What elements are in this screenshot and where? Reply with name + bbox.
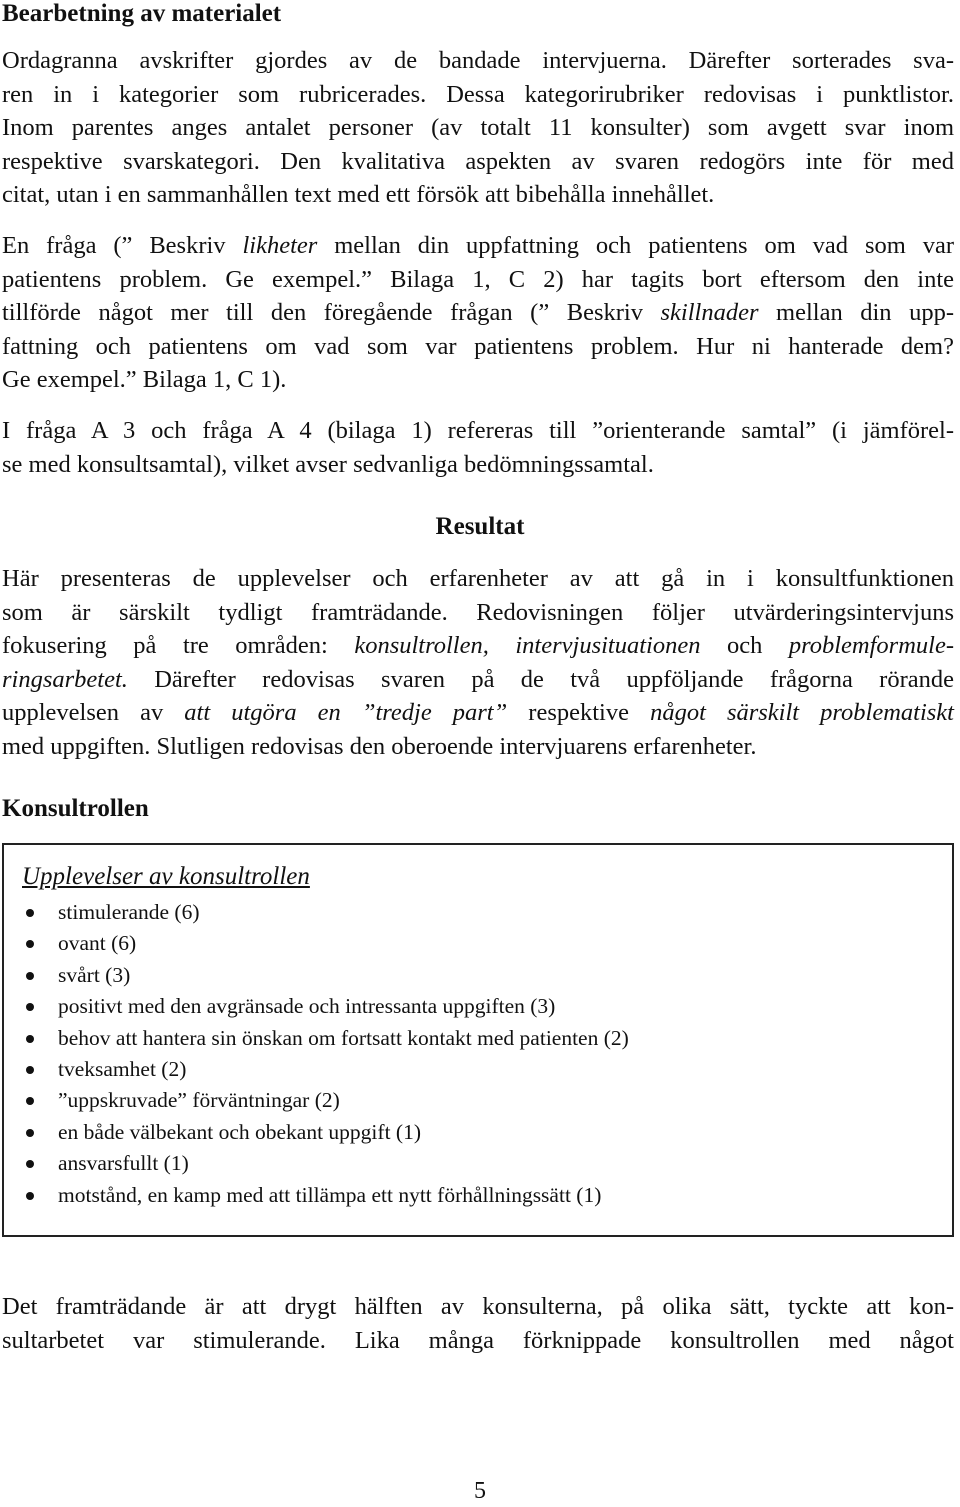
list-item-label: en både välbekant och obekant uppgift (1) bbox=[58, 1119, 421, 1144]
list-item bbox=[22, 960, 629, 991]
text-line: Här presenteras de upplevelser och erfarenheter av att gå in i konsultfunktionen bbox=[2, 565, 954, 592]
page-number: 5 bbox=[474, 1478, 486, 1504]
text-line: Ge exempel.” Bilaga 1, C 1). bbox=[2, 366, 287, 393]
bullet-icon bbox=[26, 1066, 34, 1074]
paragraph-processing bbox=[2, 44, 954, 212]
text-line: sultarbetet var stimulerande. Lika många förknippade konsultrollen med något bbox=[2, 1326, 954, 1354]
bullet-icon bbox=[26, 1160, 34, 1168]
text-line: Ordagranna avskrifter gjordes av de bandade intervjuerna. Därefter sorterades sva- bbox=[2, 47, 954, 74]
paragraph-removed-question bbox=[2, 229, 954, 397]
list-item bbox=[22, 991, 629, 1022]
list-item-label: ”uppskruvade” förväntningar (2) bbox=[58, 1088, 340, 1113]
list-item-label: stimulerande (6) bbox=[58, 900, 200, 924]
list-item-label: behov att hantera sin önskan om fortsatt kontakt med patienten (2) bbox=[58, 1025, 629, 1050]
text-line: Inom parentes anges antalet personer (av totalt 11 konsulter) som avgett svar inom bbox=[2, 114, 954, 141]
text-line: citat, utan i en sammanhållen text med ett försök att bibehålla innehållet. bbox=[2, 181, 715, 208]
bullet-icon bbox=[26, 909, 34, 917]
paragraph-orienting-talks bbox=[2, 414, 954, 481]
list-item bbox=[22, 1085, 629, 1116]
section-heading-results: Resultat bbox=[435, 513, 525, 540]
text-line: I fråga A 3 och fråga A 4 (bilaga 1) refereras till ”orienterande samtal” (i jämförel- bbox=[2, 417, 954, 444]
bullet-icon bbox=[26, 1192, 34, 1200]
text-line: se med konsultsamtal), vilket avser sedvanliga bedömningssamtal. bbox=[2, 450, 654, 478]
text-line: ren in i kategorier som rubricerades. Dessa kategorirubriker redovisas i punktlistor. bbox=[2, 80, 954, 108]
list-item-label: ansvarsfullt (1) bbox=[58, 1151, 189, 1176]
list-item-label: tveksamhet (2) bbox=[58, 1056, 187, 1081]
list-item-label: svårt (3) bbox=[58, 962, 131, 987]
text-line: ringsarbetet. Därefter redovisas svaren på de två uppföljande frågorna rörande bbox=[2, 665, 954, 693]
text-line: fokusering på tre områden: konsultrollen, intervjusituationen och problemformule- bbox=[2, 632, 954, 659]
list-item bbox=[22, 897, 629, 928]
text-line: upplevelsen av att utgöra en ”tredje part” respektive något särskilt problematiskt bbox=[2, 699, 954, 726]
text-line: fattning och patientens om vad som var patientens problem. Hur ni hanterade dem? bbox=[2, 332, 954, 360]
text-line: En fråga (” Beskriv likheter mellan din uppfattning och patientens om vad som var bbox=[2, 232, 955, 259]
text-line: med uppgiften. Slutligen redovisas den oberoende intervjuarens erfarenheter. bbox=[2, 732, 757, 760]
paragraph-consultant-role bbox=[2, 1290, 954, 1357]
list-item bbox=[22, 1023, 629, 1054]
list-item-label: motstånd, en kamp med att tillämpa ett nytt förhållningssätt (1) bbox=[58, 1182, 602, 1207]
bullet-icon bbox=[26, 1097, 34, 1105]
text-line: som är särskilt tydligt framträdande. Redovisningen följer utvärderingsintervjuns bbox=[2, 598, 954, 626]
bullet-icon bbox=[26, 972, 34, 980]
bullet-icon bbox=[26, 1003, 34, 1011]
paragraph-results-intro bbox=[2, 562, 954, 763]
text-line: patientens problem. Ge exempel.” Bilaga 1, C 2) har tagits bort eftersom den inte bbox=[2, 265, 954, 293]
text-line: respektive svarskategori. Den kvalitativa aspekten av svaren redogörs inte för med bbox=[2, 147, 954, 175]
section-heading-materials: Bearbetning av materialet bbox=[2, 0, 282, 27]
experiences-box bbox=[2, 843, 954, 1237]
list-item-label: ovant (6) bbox=[58, 931, 137, 956]
section-heading-consultant-role: Konsultrollen bbox=[2, 795, 149, 822]
bullet-icon bbox=[26, 940, 34, 948]
bullet-icon bbox=[26, 1129, 34, 1137]
experiences-list bbox=[22, 897, 629, 1211]
text-line: Det framträdande är att drygt hälften av konsulterna, på olika sätt, tyckte att kon- bbox=[2, 1293, 954, 1320]
list-item bbox=[22, 1054, 629, 1085]
list-item bbox=[22, 1180, 629, 1211]
text-line: tillförde något mer till den föregående frågan (” Beskriv skillnader mellan din upp- bbox=[2, 299, 954, 326]
box-title: Upplevelser av konsultrollen bbox=[22, 863, 310, 890]
list-item-label: positivt med den avgränsade och intressanta uppgiften (3) bbox=[58, 994, 556, 1019]
list-item bbox=[22, 1148, 629, 1179]
bullet-icon bbox=[26, 1035, 34, 1043]
list-item bbox=[22, 1117, 629, 1148]
list-item bbox=[22, 928, 629, 959]
